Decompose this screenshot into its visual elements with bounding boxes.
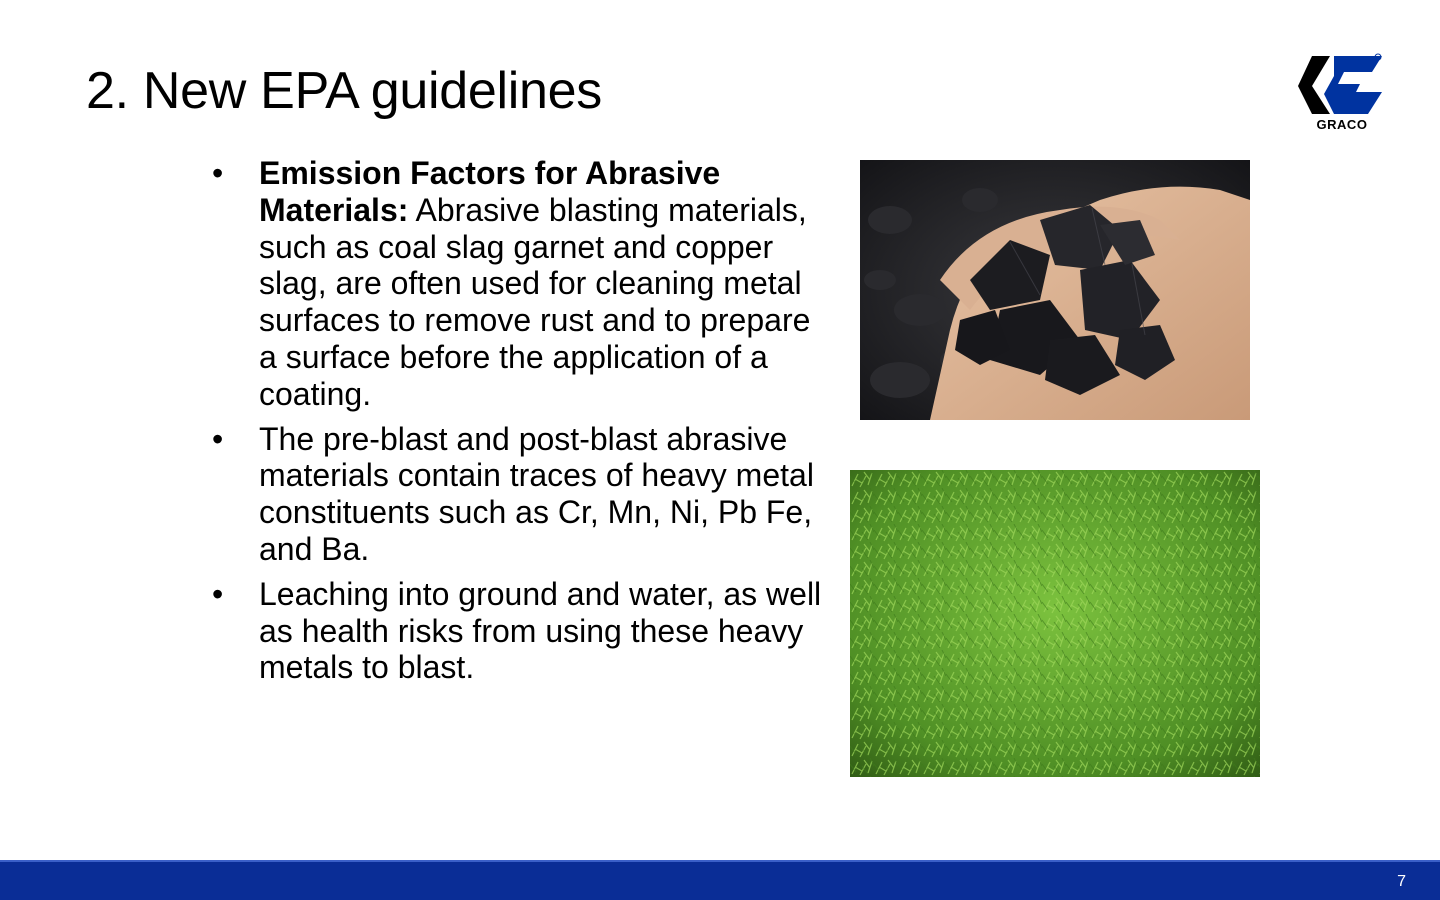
bullet-marker: •	[212, 575, 224, 612]
bullet-heading: Emission Factors for Abrasive Materials:	[259, 155, 721, 228]
bullet-item	[212, 576, 822, 686]
bullet-marker: •	[212, 155, 224, 191]
bullet-text: Abrasive blasting materials, such as coal slag garnet and copper slag, are often used for cleaning metal surfaces to remove rust and to prepare a surface before the application of a coating.	[259, 191, 811, 412]
bullet-text: The pre-blast and post-blast abrasive materials contain traces of heavy metal constituents such as Cr, Mn, Ni, Pb Fe, and Ba.	[259, 420, 814, 567]
grass-image	[850, 470, 1260, 777]
coal-in-hands-photo	[860, 160, 1250, 420]
bullet-item	[212, 155, 822, 413]
bullet-marker: •	[212, 420, 224, 457]
slide-title: 2. New EPA guidelines	[86, 62, 602, 120]
footer-bar	[0, 860, 1440, 900]
bullet-text: Leaching into ground and water, as well as health risks from using these heavy metals to blast.	[259, 575, 822, 686]
bullet-list	[212, 155, 822, 694]
coal-image	[860, 160, 1250, 420]
grass-photo	[850, 470, 1260, 777]
page-number: 7	[1397, 873, 1406, 890]
bullet-item	[212, 421, 822, 568]
graco-wordmark: GRACO	[1316, 117, 1368, 132]
